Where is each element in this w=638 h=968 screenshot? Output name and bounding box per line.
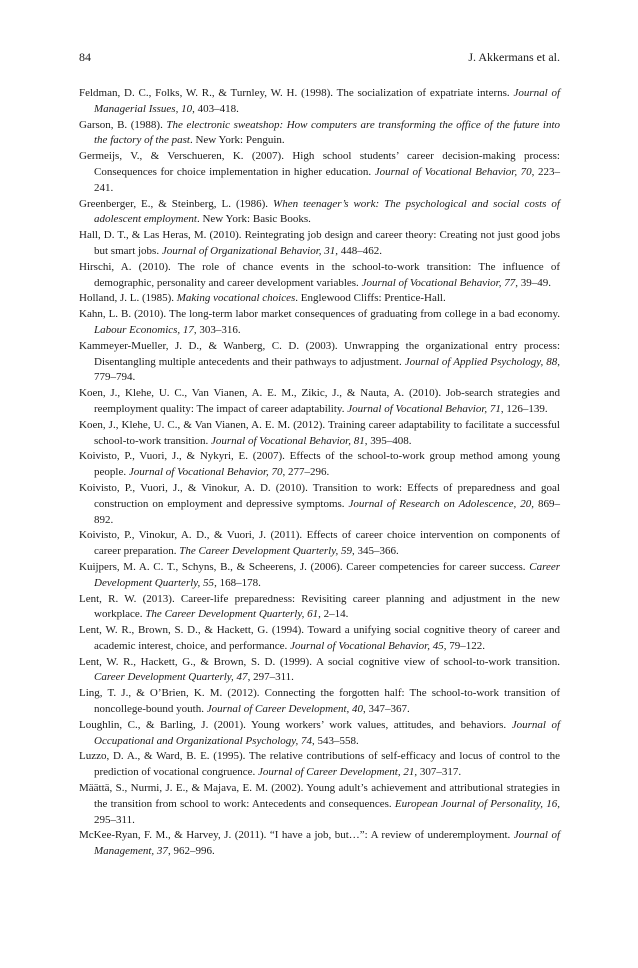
reference-text: Hirschi, A. (2010). The role of chance events in the school-to-work transition: The influence of demographic, personality and career development variables. [79,260,560,289]
reference-text: Kammeyer-Mueller, J. D., & Wanberg, C. D. (2003). Unwrapping the organizational entry process: Disentangling multiple antecedents and their pathways to adjustment. [79,339,560,368]
reference-text: Lent, W. R., Brown, S. D., & Hackett, G. (1994). Toward a unifying social cognitive theory of career and academic interest, choice, and performance. [79,624,560,652]
running-head-authors: J. Akkermans et al. [468,50,560,64]
reference-source-italic: Journal of Vocational Behavior, 45 [290,639,444,652]
reference-entry [79,623,560,655]
reference-entry [79,260,560,292]
reference-text: Koivisto, P., Vinokur, A. D., & Vuori, J. (2011). Effects of career choice intervention on components of career preparation. [79,529,560,558]
reference-text: Luzzo, D. A., & Ward, B. E. (1995). The relative contributions of self-efficacy and locus of control to the prediction of vocational congruence. [79,750,560,779]
reference-text: , 869–892. [94,497,560,526]
reference-text: Koen, J., Klehe, U. C., & Van Vianen, A. E. M. (2012). Training career adaptability to facilitate a successful school-to-work transition. [79,418,560,447]
reference-entry [79,197,560,229]
reference-text: McKee-Ryan, F. M., & Harvey, J. (2011). “I have a job, but…”: A review of underemployment. [79,829,514,842]
reference-text: Koivisto, P., Vuori, J., & Vinokur, A. D. (2010). Transition to work: Effects of preparedness and goal construction on employment and depressive symptoms. [79,481,560,510]
reference-list [79,86,560,860]
reference-text: Lent, R. W. (2013). Career-life preparedness: Revisiting career planning and adjustment in the new workplace. [79,592,560,621]
reference-text: , 223–241. [94,165,560,194]
reference-text: Ling, T. J., & O’Brien, K. M. (2012). Connecting the forgotten half: The school-to-work transition of noncollege-bound youth. [79,687,560,716]
reference-entry [79,86,560,118]
reference-text: , 277–296. [282,466,330,479]
reference-entry [79,749,560,781]
reference-source-italic: Journal of Managerial Issues, 10 [94,87,561,115]
reference-entry [79,592,560,624]
reference-text: Hall, D. T., & Las Heras, M. (2010). Reintegrating job design and career theory: Creating not just good jobs but smart jobs. [79,229,560,257]
reference-text: Määttä, S., Nurmi, J. E., & Majava, E. M. (2002). Young adult’s achievement and attributional strategies in the transition from school to work: Antecedents and consequences. [79,782,560,810]
reference-text: , 126–139. [500,402,548,415]
reference-source-italic: The Career Development Quarterly, 61 [145,608,319,621]
reference-text: Greenberger, E., & Steinberg, L. (1986). [79,197,274,210]
reference-source-italic: The electronic sweatshop: How computers are transforming the office of the future into the factory of the past [94,118,561,147]
reference-text: , 779–794. [94,355,560,384]
reference-text: , 303–316. [193,323,241,336]
reference-text: , 297–311. [247,671,294,684]
running-header [79,50,560,64]
reference-entry [79,228,560,260]
reference-source-italic: Journal of Career Development, 40 [206,703,364,716]
reference-text: , 543–558. [312,734,359,747]
reference-entry [79,655,560,687]
reference-source-italic: European Journal of Personality, 16 [394,797,558,810]
reference-text: , 39–49. [515,276,551,289]
reference-entry [79,481,560,528]
reference-text: , 345–366. [352,545,399,558]
reference-source-italic: When teenager’s work: The psychological and social costs of adolescent employment [94,197,560,226]
reference-text: Loughlin, C., & Barling, J. (2001). Young workers’ work values, attitudes, and behaviors. [79,718,512,731]
reference-source-italic: Journal of Vocational Behavior, 70 [128,466,283,479]
reference-source-italic: Career Development Quarterly, 47 [94,671,248,684]
reference-text: , 962–996. [167,845,215,858]
reference-source-italic: Journal of Career Development, 21 [258,766,415,779]
reference-source-italic: Journal of Vocational Behavior, 77 [361,276,516,289]
reference-text: Garson, B. (1988). [79,118,167,131]
reference-source-italic: Journal of Management, 37 [94,829,561,858]
reference-entry [79,528,560,560]
reference-source-italic: Journal of Vocational Behavior, 81 [211,434,365,447]
reference-text: Koivisto, P., Vuori, J., & Nykyri, E. (2007). Effects of the school-to-work group method among young people. [79,450,560,479]
reference-source-italic: Journal of Vocational Behavior, 71 [347,402,501,415]
reference-text: Germeijs, V., & Verschueren, K. (2007). High school students’ career decision-making process: Consequences for choice implementation in higher education. [79,150,560,178]
reference-source-italic: The Career Development Quarterly, 59 [179,545,353,558]
reference-entry [79,307,560,339]
reference-entry [79,291,560,307]
reference-entry [79,560,560,592]
reference-source-italic: Journal of Organizational Behavior, 31 [161,244,336,257]
reference-entry [79,686,560,718]
reference-entry [79,418,560,450]
reference-text: Kuijpers, M. A. C. T., Schyns, B., & Scheerens, J. (2006). Career competencies for career success. [79,560,530,573]
reference-text: , 448–462. [335,244,383,257]
reference-entry [79,339,560,386]
reference-text: . Englewood Cliffs: Prentice-Hall. [295,292,446,305]
reference-source-italic: Journal of Applied Psychology, 88 [404,355,558,368]
reference-entry [79,828,560,860]
reference-text: Lent, W. R., Hackett, G., & Brown, S. D. (1999). A social cognitive view of school-to-work transition. [79,655,560,668]
reference-text: , 307–317. [414,766,462,779]
reference-entry [79,386,560,418]
reference-text: . New York: Penguin. [189,134,285,147]
reference-entry [79,718,560,750]
page-number: 84 [79,50,91,64]
reference-entry [79,118,560,150]
reference-source-italic: Making vocational choices [176,292,296,305]
reference-source-italic: Journal of Research on Adolescence, 20 [348,497,532,510]
reference-text: Feldman, D. C., Folks, W. R., & Turnley, W. H. (1998). The socialization of expatriate interns. [79,87,514,99]
reference-text: , 347–367. [363,703,410,716]
reference-text: , 2–14. [318,608,349,621]
reference-source-italic: Journal of Occupational and Organizational Psychology, 74 [94,718,560,747]
reference-text: , 79–122. [443,639,485,652]
reference-text: , 395–408. [364,434,412,447]
reference-text: . New York: Basic Books. [196,213,311,226]
reference-source-italic: Journal of Vocational Behavior, 70 [374,165,532,178]
reference-text: , 168–178. [214,576,261,589]
reference-text: Holland, J. L. (1985). [79,292,177,305]
reference-entry [79,149,560,196]
reference-entry [79,449,560,481]
page [79,50,560,860]
reference-source-italic: Career Development Quarterly, 55 [94,560,560,589]
reference-text: , 295–311. [94,797,560,826]
reference-entry [79,781,560,828]
reference-source-italic: Labour Economics, 17 [94,323,194,336]
reference-text: Koen, J., Klehe, U. C., Van Vianen, A. E. M., Zikic, J., & Nauta, A. (2010). Job-search strategies and reemployment quality: The impact of career adaptability. [79,387,560,415]
reference-text: , 403–418. [192,102,239,115]
reference-text: Kahn, L. B. (2010). The long-term labor market consequences of graduating from college in a bad economy. [79,308,560,321]
